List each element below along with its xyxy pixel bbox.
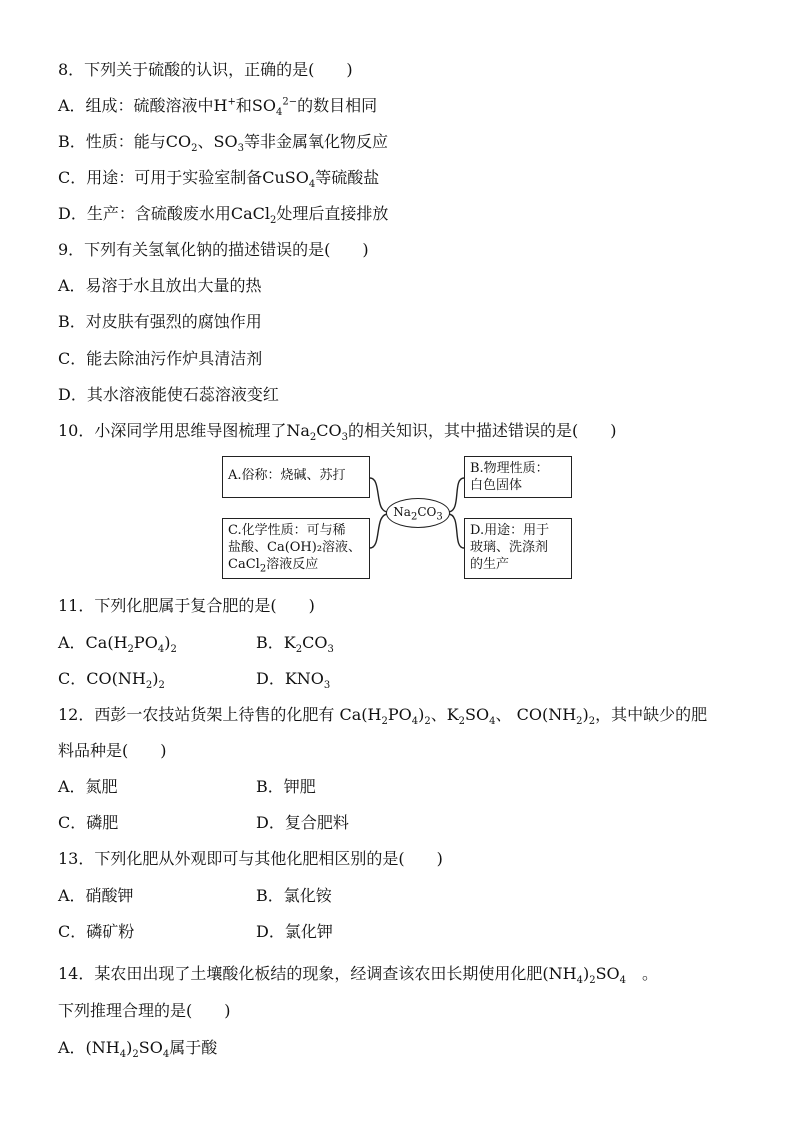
q12-option-c: C．磷肥 bbox=[58, 813, 119, 832]
box-d-line1: D.用途：用于 bbox=[470, 523, 550, 538]
q9-option-c: C．能去除油污作炉具清洁剂 bbox=[58, 349, 263, 368]
q11-option-b: B．$K_2CO_3$ bbox=[256, 633, 334, 656]
q14-stem-line2: 下列推理合理的是( ) bbox=[58, 1001, 231, 1020]
q13-option-a: A．硝酸钾 bbox=[58, 886, 134, 905]
box-d-line2: 玻璃、洗涤剂 bbox=[470, 540, 549, 555]
q11-stem: 11．下列化肥属于复合肥的是( ) bbox=[58, 596, 315, 615]
q13-option-c: C．磷矿粉 bbox=[58, 922, 135, 941]
q12-option-a: A．氮肥 bbox=[58, 777, 118, 796]
mind-map-center-na2co3: $Na_2CO_3$ bbox=[386, 498, 450, 528]
q14-stem-line1: 14．某农田出现了土壤酸化板结的现象，经调查该农田长期使用化肥$(NH_4)_2SO_4$ 。 bbox=[58, 964, 659, 987]
connector-right-top bbox=[448, 478, 464, 512]
q13-option-b: B．氯化铵 bbox=[256, 886, 332, 905]
q11-option-c: C．$CO(NH_2)_2$ bbox=[58, 669, 165, 692]
mind-map-box-b bbox=[464, 456, 572, 498]
mind-map-box-a: A.俗称：烧碱、苏打 bbox=[222, 456, 370, 498]
q8-option-d: D．生产：含硫酸废水用CaCl$_2$处理后直接排放 bbox=[58, 204, 389, 227]
q10-stem: 10．小深同学用思维导图梳理了$Na_2CO_3$的相关知识，其中描述错误的是( ) bbox=[58, 421, 617, 444]
box-c-line2: 盐酸、Ca(OH)₂溶液、 bbox=[228, 540, 362, 555]
q8-option-a: A．组成：硫酸溶液中H+和$SO_4^{2-}$的数目相同 bbox=[58, 96, 378, 119]
q12-stem-line1: 12．西彭一农技站货架上待售的化肥有 $Ca(H_2PO_4)_2$、$K_2SO_4$、 $CO(NH_2)_2$，其中缺少的肥 bbox=[58, 705, 708, 728]
box-c-line1: C.化学性质：可与稀 bbox=[228, 523, 346, 538]
box-c-line3: CaCl$_2$溶液反应 bbox=[228, 557, 319, 575]
q12-stem-line2: 料品种是( ) bbox=[58, 741, 167, 760]
q12-option-d: D．复合肥料 bbox=[256, 813, 349, 832]
q8-option-b: B．性质：能与$CO_2$、$SO_3$等非金属氧化物反应 bbox=[58, 132, 388, 155]
mind-map-box-c bbox=[222, 518, 370, 579]
box-d-line3: 的生产 bbox=[470, 557, 510, 572]
mind-map-box-d bbox=[464, 518, 572, 579]
q9-option-a: A．易溶于水且放出大量的热 bbox=[58, 276, 262, 295]
q14-option-a: A．$(NH_4)_2SO_4$属于酸 bbox=[58, 1038, 218, 1061]
q8-stem: 8．下列关于硫酸的认识，正确的是( ) bbox=[58, 60, 353, 79]
q9-option-b: B．对皮肤有强烈的腐蚀作用 bbox=[58, 312, 262, 331]
box-b-line1: B.物理性质： bbox=[470, 461, 549, 476]
q11-option-d: D．$KNO_3$ bbox=[256, 669, 331, 692]
box-b-line2: 白色固体 bbox=[470, 478, 523, 493]
connector-left-bottom bbox=[370, 514, 388, 548]
connector-left-top bbox=[370, 478, 388, 512]
q13-stem: 13．下列化肥从外观即可与其他化肥相区别的是( ) bbox=[58, 849, 443, 868]
q11-option-a: A．$Ca(H_2PO_4)_2$ bbox=[58, 633, 177, 656]
q13-option-d: D．氯化钾 bbox=[256, 922, 333, 941]
q9-option-d: D．其水溶液能使石蕊溶液变红 bbox=[58, 385, 279, 404]
q9-stem: 9．下列有关氢氧化钠的描述错误的是( ) bbox=[58, 240, 369, 259]
q8-option-c: C．用途：可用于实验室制备CuSO$_4$等硫酸盐 bbox=[58, 168, 380, 191]
connector-right-bottom bbox=[448, 514, 464, 548]
q12-option-b: B．钾肥 bbox=[256, 777, 316, 796]
